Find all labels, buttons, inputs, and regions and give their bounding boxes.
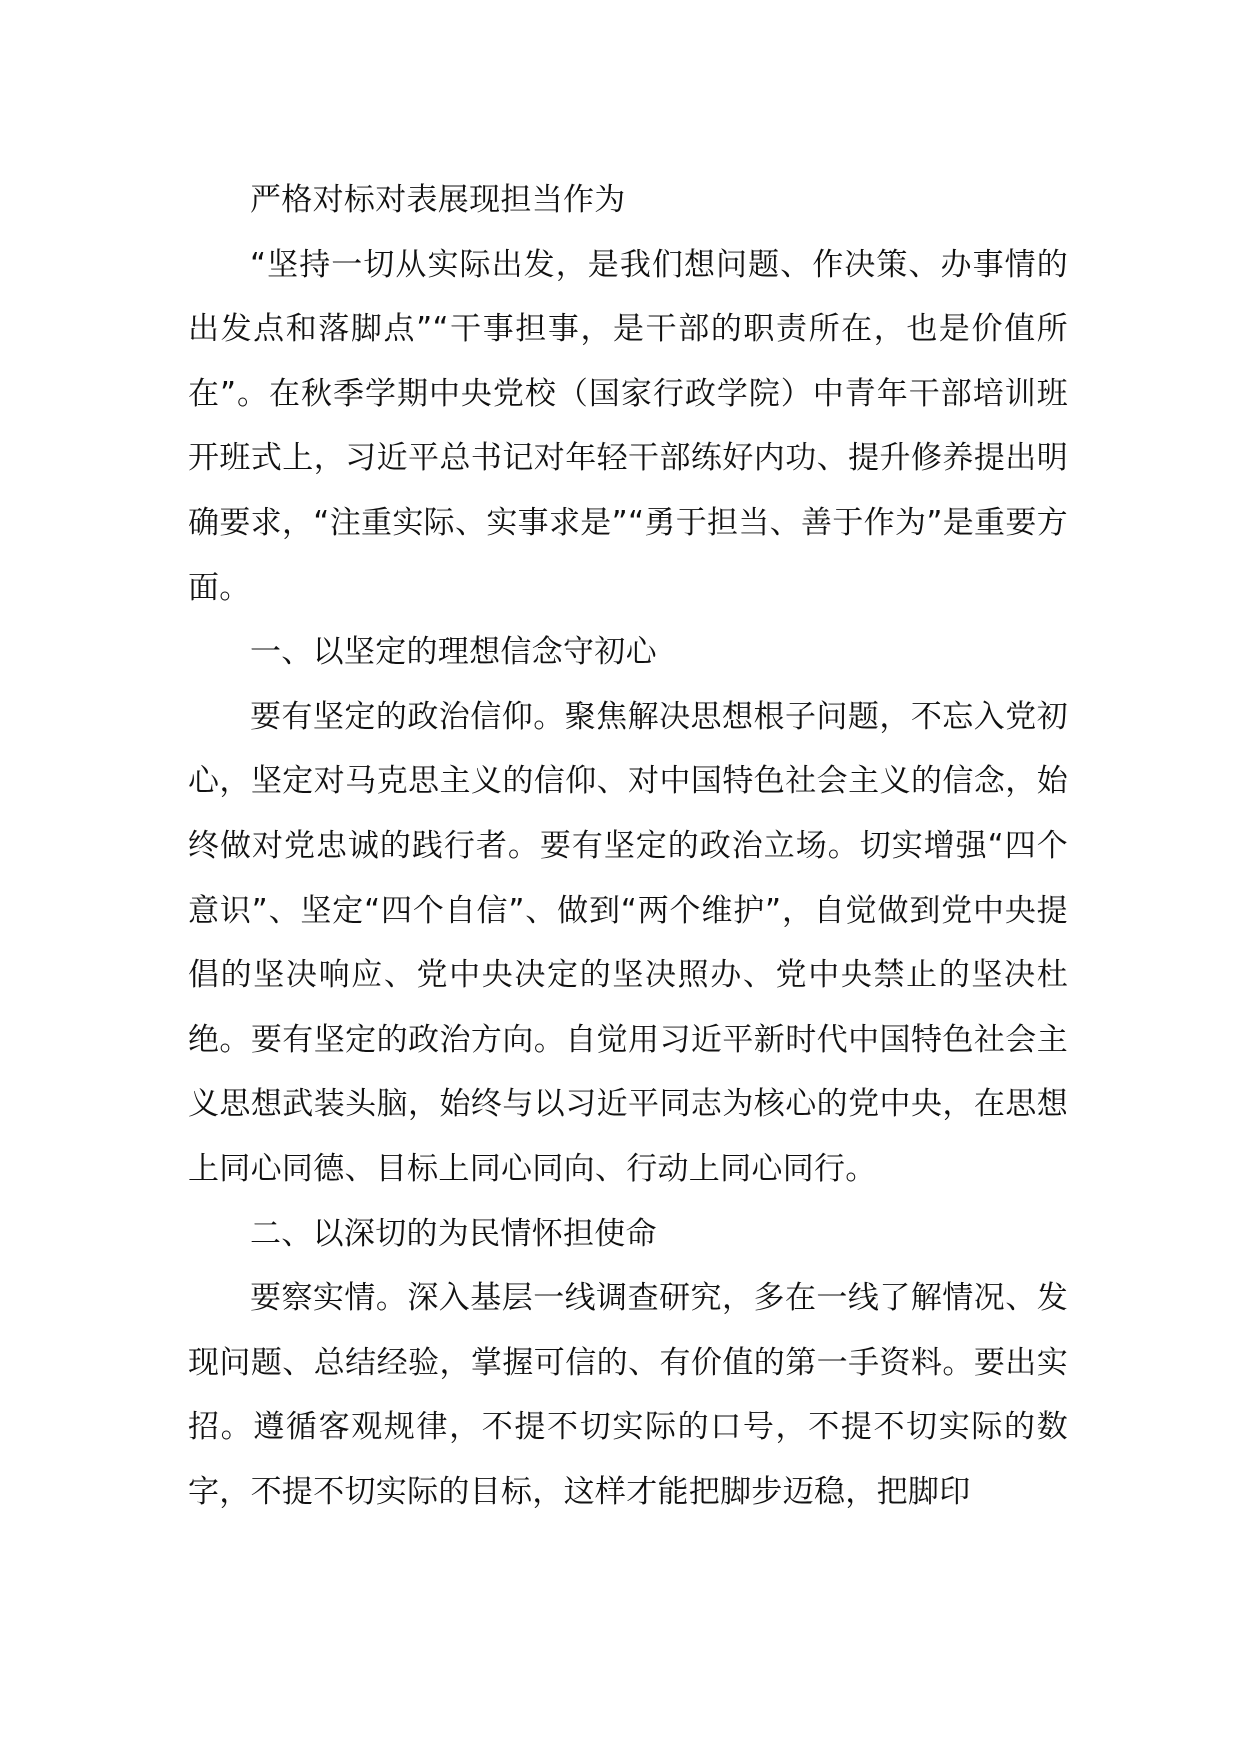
intro-paragraph: “坚持一切从实际出发，是我们想问题、作决策、办事情的出发点和落脚点”“干事担事，是干部的职责所在，也是价值所在”。在秋季学期中央党校（国家行政学院）中青年干部培训班开班式上，习近平总书记对年轻干部练好内功、提升修养提出明确要求，“注重实际、实事求是”“勇于担当、善于作为”是重要方面。 xyxy=(188,246,1068,606)
document-title: 严格对标对表展现担当作为 xyxy=(250,182,626,218)
section-heading-2: 二、以深切的为民情怀担使命 xyxy=(250,1215,657,1252)
section-heading-1: 一、以坚定的理想信念守初心 xyxy=(250,634,657,671)
section-1-paragraph: 要有坚定的政治信仰。聚焦解决思想根子问题，不忘入党初心，坚定对马克思主义的信仰、对中国特色社会主义的信念，始终做对党忠诚的践行者。要有坚定的政治立场。切实增强“四个意识”、坚定“四个自信”、做到“两个维护”，自觉做到党中央提倡的坚决响应、党中央决定的坚决照办、党中央禁止的坚决杜绝。要有坚定的政治方向。自觉用习近平新时代中国特色社会主义思想武装头脑，始终与以习近平同志为核心的党中央，在思想上同心同德、目标上同心同向、行动上同心同行。 xyxy=(188,698,1068,1187)
section-2-paragraph: 要察实情。深入基层一线调查研究，多在一线了解情况、发现问题、总结经验，掌握可信的、有价值的第一手资料。要出实招。遵循客观规律，不提不切实际的口号，不提不切实际的数字，不提不切实际的目标，这样才能把脚步迈稳，把脚印 xyxy=(188,1280,1068,1510)
document-body xyxy=(188,168,1068,1524)
